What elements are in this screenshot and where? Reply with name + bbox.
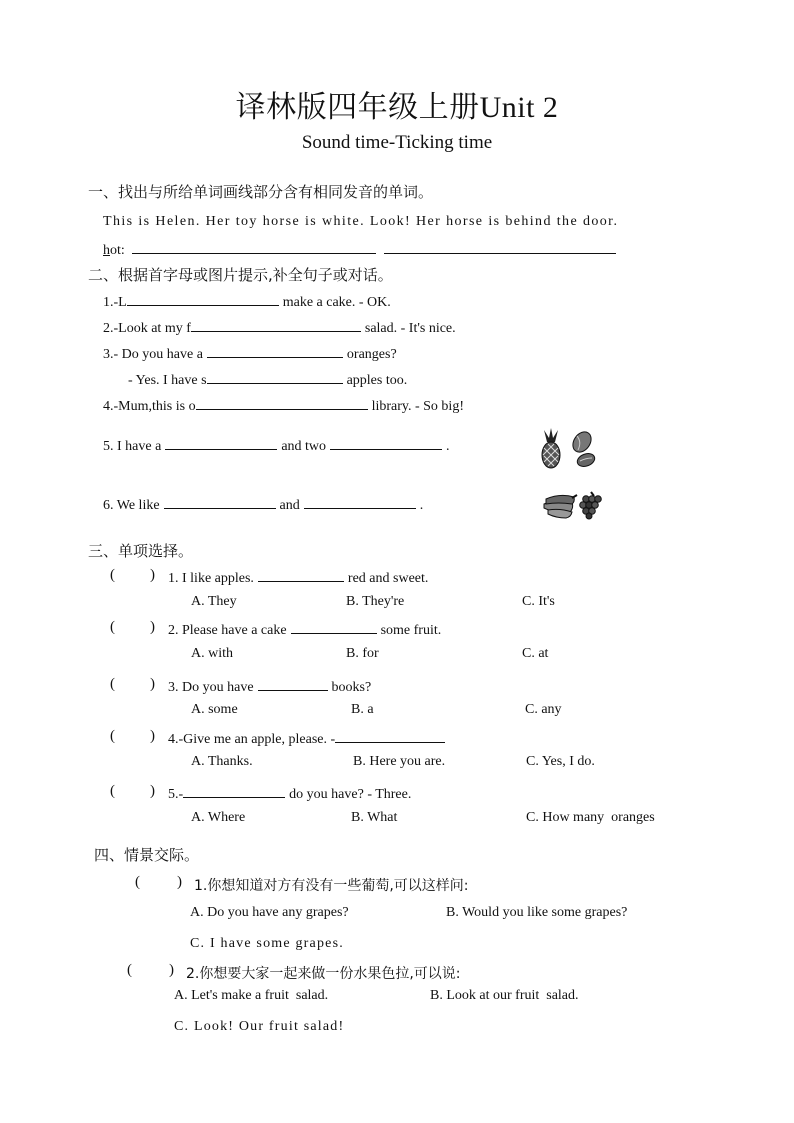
section-2-heading: 二、根据首字母或图片提示,补全句子或对话。 xyxy=(88,266,393,284)
section-3-heading: 三、单项选择。 xyxy=(88,542,194,560)
answer-blank[interactable] xyxy=(164,495,276,509)
section-1-sentence: This is Helen. Her toy horse is white. Look! Her horse is behind the door. xyxy=(103,214,619,229)
answer-paren-open: ( xyxy=(110,728,115,744)
answer-blank[interactable] xyxy=(132,240,376,254)
answer-paren-box[interactable] xyxy=(120,783,148,801)
s3-question-5 xyxy=(168,784,411,803)
answer-paren-close: ) xyxy=(150,783,155,799)
answer-paren-open: ( xyxy=(110,619,115,635)
page-subtitle: Sound time-Ticking time xyxy=(301,132,493,153)
option-c[interactable]: C. at xyxy=(522,646,549,661)
banana-icon xyxy=(544,495,577,518)
answer-blank[interactable] xyxy=(207,344,343,358)
question-text: 5. I have a xyxy=(103,439,162,454)
answer-blank[interactable] xyxy=(330,436,442,450)
s2-question-6 xyxy=(103,495,423,514)
s3-question-4 xyxy=(168,729,445,748)
answer-paren-close: ) xyxy=(150,676,155,692)
answer-blank[interactable] xyxy=(207,370,343,384)
question-text: some fruit. xyxy=(380,623,442,638)
option-a[interactable]: A. Thanks. xyxy=(191,754,253,769)
fruit-picture-banana-grapes xyxy=(542,490,604,520)
question-text: 4.-Give me an apple, please. - xyxy=(168,732,336,747)
option-b[interactable]: B. Here you are. xyxy=(353,754,446,769)
option-b[interactable]: B. What xyxy=(351,810,398,825)
option-a[interactable]: A. Let's make a fruit salad. xyxy=(174,988,329,1003)
question-text: 5.- xyxy=(168,787,184,802)
question-text: 4.-Mum,this is o xyxy=(103,399,196,414)
answer-blank[interactable] xyxy=(384,240,616,254)
s3-question-3 xyxy=(168,677,371,696)
answer-paren-open: ( xyxy=(135,874,140,890)
question-text: and two xyxy=(281,439,327,454)
section-1-word-line xyxy=(103,240,616,259)
s4-question-2: 2.你想要大家一起来做一份水果色拉,可以说: xyxy=(186,966,461,982)
question-text: 2. Please have a cake xyxy=(168,623,287,638)
section-1-word-underlined: h xyxy=(103,243,110,258)
answer-paren-open: ( xyxy=(127,962,132,978)
s2-question-4 xyxy=(103,396,464,415)
option-c[interactable]: C. I have some grapes. xyxy=(190,936,344,951)
section-1-word: ot: xyxy=(110,243,125,258)
question-text: library. - So big! xyxy=(371,399,464,414)
answer-blank[interactable] xyxy=(291,620,377,634)
answer-paren-open: ( xyxy=(110,783,115,799)
answer-paren-box[interactable] xyxy=(120,676,148,694)
s4-question-1: 1.你想知道对方有没有一些葡萄,可以这样问: xyxy=(194,878,469,894)
s2-question-3 xyxy=(103,344,397,363)
question-text: 3.- Do you have a xyxy=(103,347,203,362)
answer-paren-close: ) xyxy=(150,619,155,635)
section-4-heading: 四、情景交际。 xyxy=(94,846,200,864)
option-a[interactable]: A. Where xyxy=(191,810,246,825)
s2-question-3-reply xyxy=(128,370,407,389)
answer-paren-box[interactable] xyxy=(120,567,148,585)
answer-paren-box[interactable] xyxy=(120,619,148,637)
answer-blank[interactable] xyxy=(304,495,416,509)
option-c[interactable]: C. Yes, I do. xyxy=(526,754,595,769)
option-a[interactable]: A. They xyxy=(191,594,237,609)
question-text: - Yes. I have s xyxy=(128,373,207,388)
question-text: and xyxy=(279,498,300,513)
answer-blank[interactable] xyxy=(127,292,279,306)
question-text: books? xyxy=(331,680,372,695)
pineapple-icon xyxy=(542,428,560,468)
option-c[interactable]: C. Look! Our fruit salad! xyxy=(174,1019,345,1034)
answer-paren-box[interactable] xyxy=(120,728,148,746)
question-text: 1. I like apples. xyxy=(168,571,254,586)
page-title: 译林版四年级上册Unit 2 xyxy=(235,91,559,124)
section-1-heading: 一、找出与所给单词画线部分含有相同发音的单词。 xyxy=(88,183,434,201)
s2-question-2 xyxy=(103,318,456,337)
answer-paren-box[interactable] xyxy=(145,874,175,892)
question-text: 2.-Look at my f xyxy=(103,321,191,336)
option-b[interactable]: B. Look at our fruit salad. xyxy=(430,988,579,1003)
option-c[interactable]: C. It's xyxy=(522,594,555,609)
question-text: make a cake. - OK. xyxy=(282,295,391,310)
answer-paren-open: ( xyxy=(110,567,115,583)
option-c[interactable]: C. How many oranges xyxy=(526,810,655,825)
answer-blank[interactable] xyxy=(183,784,285,798)
question-text: . xyxy=(419,498,424,513)
question-text: . xyxy=(446,439,450,454)
answer-paren-close: ) xyxy=(177,874,182,890)
option-b[interactable]: B. for xyxy=(346,646,379,661)
answer-paren-close: ) xyxy=(169,962,174,978)
option-c[interactable]: C. any xyxy=(525,702,562,717)
question-text: 6. We like xyxy=(103,498,160,513)
option-a[interactable]: A. Do you have any grapes? xyxy=(190,905,349,920)
answer-blank[interactable] xyxy=(258,568,344,582)
answer-paren-box[interactable] xyxy=(137,962,167,980)
option-b[interactable]: B. They're xyxy=(346,594,405,609)
question-text: apples too. xyxy=(346,373,408,388)
s3-question-1 xyxy=(168,568,428,587)
question-text: salad. - It's nice. xyxy=(364,321,456,336)
question-text: 1.-L xyxy=(103,295,127,310)
s2-question-5 xyxy=(103,436,450,455)
mango-icon xyxy=(569,428,596,468)
answer-blank[interactable] xyxy=(165,436,277,450)
question-text: oranges? xyxy=(346,347,397,362)
option-a[interactable]: A. some xyxy=(191,702,238,717)
answer-blank[interactable] xyxy=(335,729,445,743)
answer-blank[interactable] xyxy=(258,677,328,691)
option-b[interactable]: B. a xyxy=(351,702,374,717)
question-text: red and sweet. xyxy=(347,571,429,586)
question-text: 3. Do you have xyxy=(168,680,254,695)
answer-blank[interactable] xyxy=(191,318,361,332)
answer-paren-close: ) xyxy=(150,728,155,744)
grapes-icon xyxy=(580,492,602,519)
option-a[interactable]: A. with xyxy=(191,646,233,661)
answer-paren-open: ( xyxy=(110,676,115,692)
fruit-picture-pineapple-mango xyxy=(538,428,600,470)
answer-blank[interactable] xyxy=(196,396,368,410)
question-text: do you have? - Three. xyxy=(289,787,412,802)
answer-paren-close: ) xyxy=(150,567,155,583)
s2-question-1 xyxy=(103,292,391,311)
option-b[interactable]: B. Would you like some grapes? xyxy=(446,905,628,920)
s3-question-2 xyxy=(168,620,441,639)
